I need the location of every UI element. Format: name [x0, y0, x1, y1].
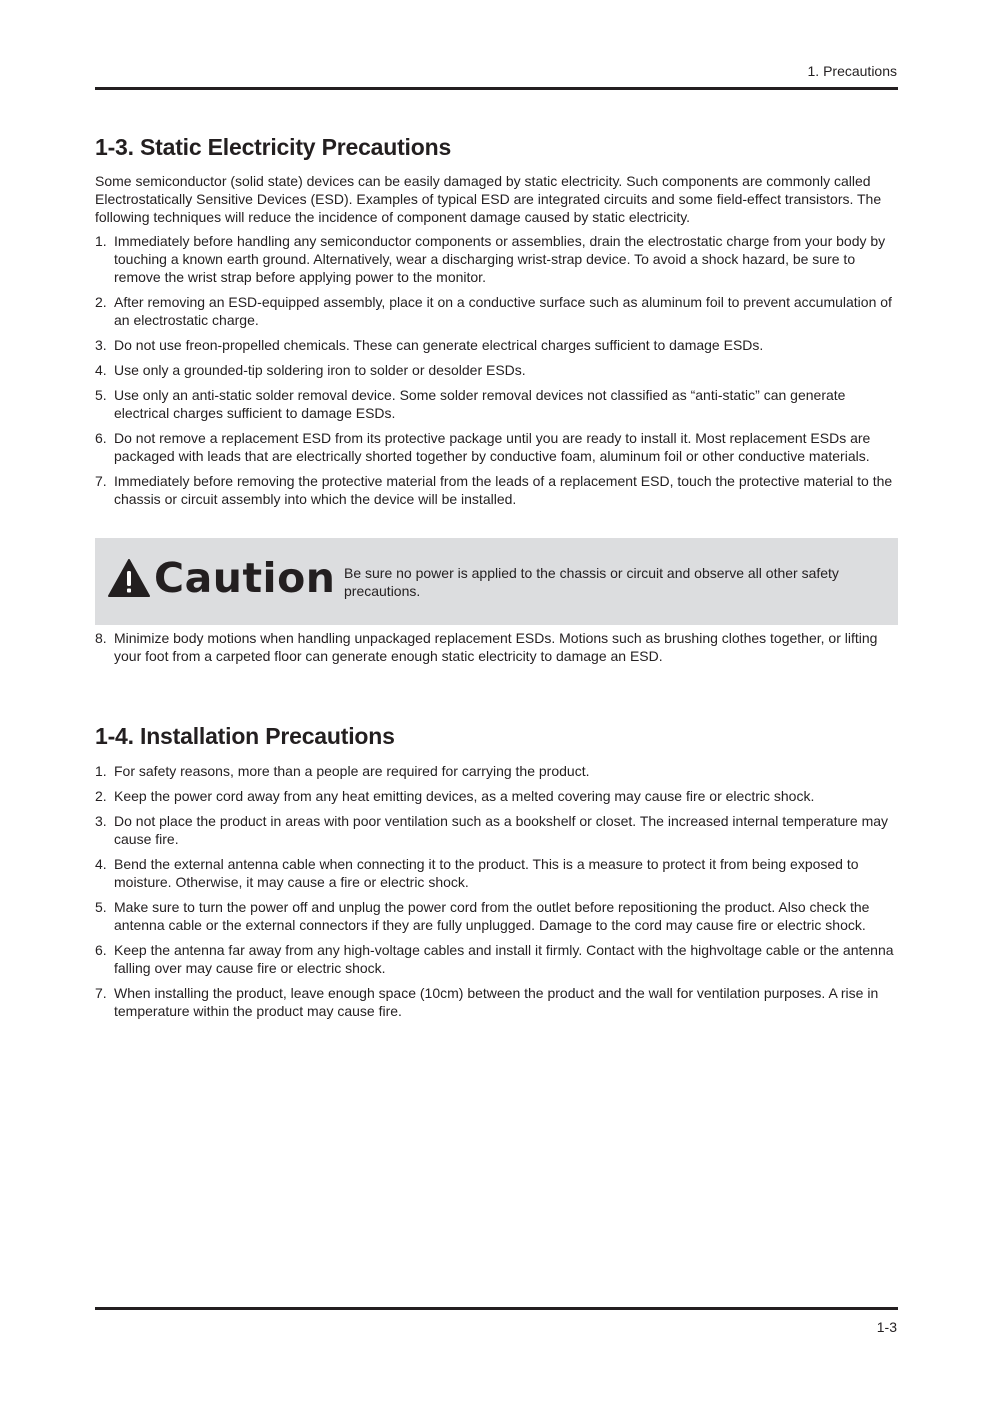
item-text: Immediately before handling any semiconductor components or assemblies, drain the electrostatic charge from your body by touching a known earth ground. Alternatively, wear a discharging wrist-strap device. To avoid a shock hazard, be sure to remove the wrist strap before applying power to the monitor. — [114, 233, 886, 285]
list-item — [95, 855, 900, 891]
item-text: Bend the external antenna cable when connecting it to the product. This is a measure to protect it from being exposed to moisture. Otherwise, it may cause a fire or electric shock. — [114, 856, 859, 890]
item-number: 7. — [95, 985, 107, 1001]
item-number: 4. — [95, 856, 107, 872]
installation-list — [95, 762, 900, 1027]
item-number: 4. — [95, 362, 107, 378]
item-text: Keep the antenna far away from any high-voltage cables and install it firmly. Contact with the highvoltage cable or the antenna falling over may cause fire or electric shock. — [114, 942, 894, 976]
page-number: 1-3 — [876, 1319, 897, 1335]
item-text: Use only a grounded-tip soldering iron to solder or desolder ESDs. — [114, 362, 526, 378]
caution-label — [108, 554, 335, 602]
item-text: After removing an ESD-equipped assembly, place it on a conductive surface such as aluminum foil to prevent accumulation of an electrostatic charge. — [114, 294, 892, 328]
item-text: Do not remove a replacement ESD from its protective package until you are ready to install it. Most replacement ESDs are packaged with leads that are electrically shorted together by conductive foam, aluminum foil or other conductive materials. — [114, 430, 871, 464]
item-number: 1. — [95, 763, 107, 779]
caution-text: Be sure no power is applied to the chassis or circuit and observe all other safety precautions. — [344, 565, 839, 599]
item-number: 1. — [95, 233, 107, 249]
item-text: Keep the power cord away from any heat emitting devices, as a melted covering may cause fire or electric shock. — [114, 788, 815, 804]
list-item — [95, 629, 900, 665]
footer-rule — [95, 1307, 898, 1310]
static-list-continued — [95, 629, 900, 672]
list-item — [95, 812, 900, 848]
item-text: Use only an anti-static solder removal device. Some solder removal devices not classified as “anti-static” can generate electrical charges sufficient to damage ESDs. — [114, 387, 846, 421]
item-text: Do not place the product in areas with poor ventilation such as a bookshelf or closet. The increased internal temperature may cause fire. — [114, 813, 889, 847]
list-item — [95, 361, 900, 379]
item-number: 3. — [95, 813, 107, 829]
item-number: 7. — [95, 473, 107, 489]
item-text: For safety reasons, more than a people are required for carrying the product. — [114, 763, 590, 779]
list-item — [95, 984, 900, 1020]
header-rule — [95, 87, 898, 90]
item-number: 8. — [95, 630, 107, 646]
warning-triangle-icon — [108, 559, 150, 597]
section-title-static: 1-3. Static Electricity Precautions — [95, 134, 452, 160]
section-title-installation: 1-4. Installation Precautions — [95, 723, 395, 749]
caution-word: Caution — [154, 554, 336, 602]
item-text: Minimize body motions when handling unpackaged replacement ESDs. Motions such as brushing clothes together, or lifting your foot from a carpeted floor can generate enough static electricity to damage an ESD. — [114, 630, 878, 664]
item-number: 5. — [95, 387, 107, 403]
list-item — [95, 293, 900, 329]
item-number: 2. — [95, 294, 107, 310]
list-item — [95, 472, 900, 508]
list-item — [95, 941, 900, 977]
list-item — [95, 898, 900, 934]
item-text: When installing the product, leave enough space (10cm) between the product and the wall for ventilation purposes. A rise in temperature within the product may cause fire. — [114, 985, 879, 1019]
list-item — [95, 429, 900, 465]
item-text: Immediately before removing the protective material from the leads of a replacement ESD, touch the protective material to the chassis or circuit assembly into which the device will be installed. — [114, 473, 893, 507]
item-number: 6. — [95, 430, 107, 446]
list-item — [95, 762, 900, 780]
item-text: Make sure to turn the power off and unplug the power cord from the outlet before repositioning the product. Also check the antenna cable or the external connectors if they are fully unplugged. Damage to the cord may cause fire or electric shock. — [114, 899, 870, 933]
item-number: 6. — [95, 942, 107, 958]
list-item — [95, 787, 900, 805]
list-item — [95, 386, 900, 422]
item-number: 5. — [95, 899, 107, 915]
item-number: 3. — [95, 337, 107, 353]
list-item — [95, 336, 900, 354]
list-item — [95, 232, 900, 286]
running-header: 1. Precautions — [807, 63, 897, 79]
item-number: 2. — [95, 788, 107, 804]
item-text: Do not use freon-propelled chemicals. These can generate electrical charges sufficient to damage ESDs. — [114, 337, 764, 353]
static-intro: Some semiconductor (solid state) devices can be easily damaged by static electricity. Such components are commonly called Electrostatically Sensitive Devices (ESD). Examples of typical ESD are integrated circuits and some field-effect transistors. The following techniques will reduce the incidence of component damage caused by static electricity. — [95, 173, 882, 225]
static-list — [95, 232, 900, 515]
